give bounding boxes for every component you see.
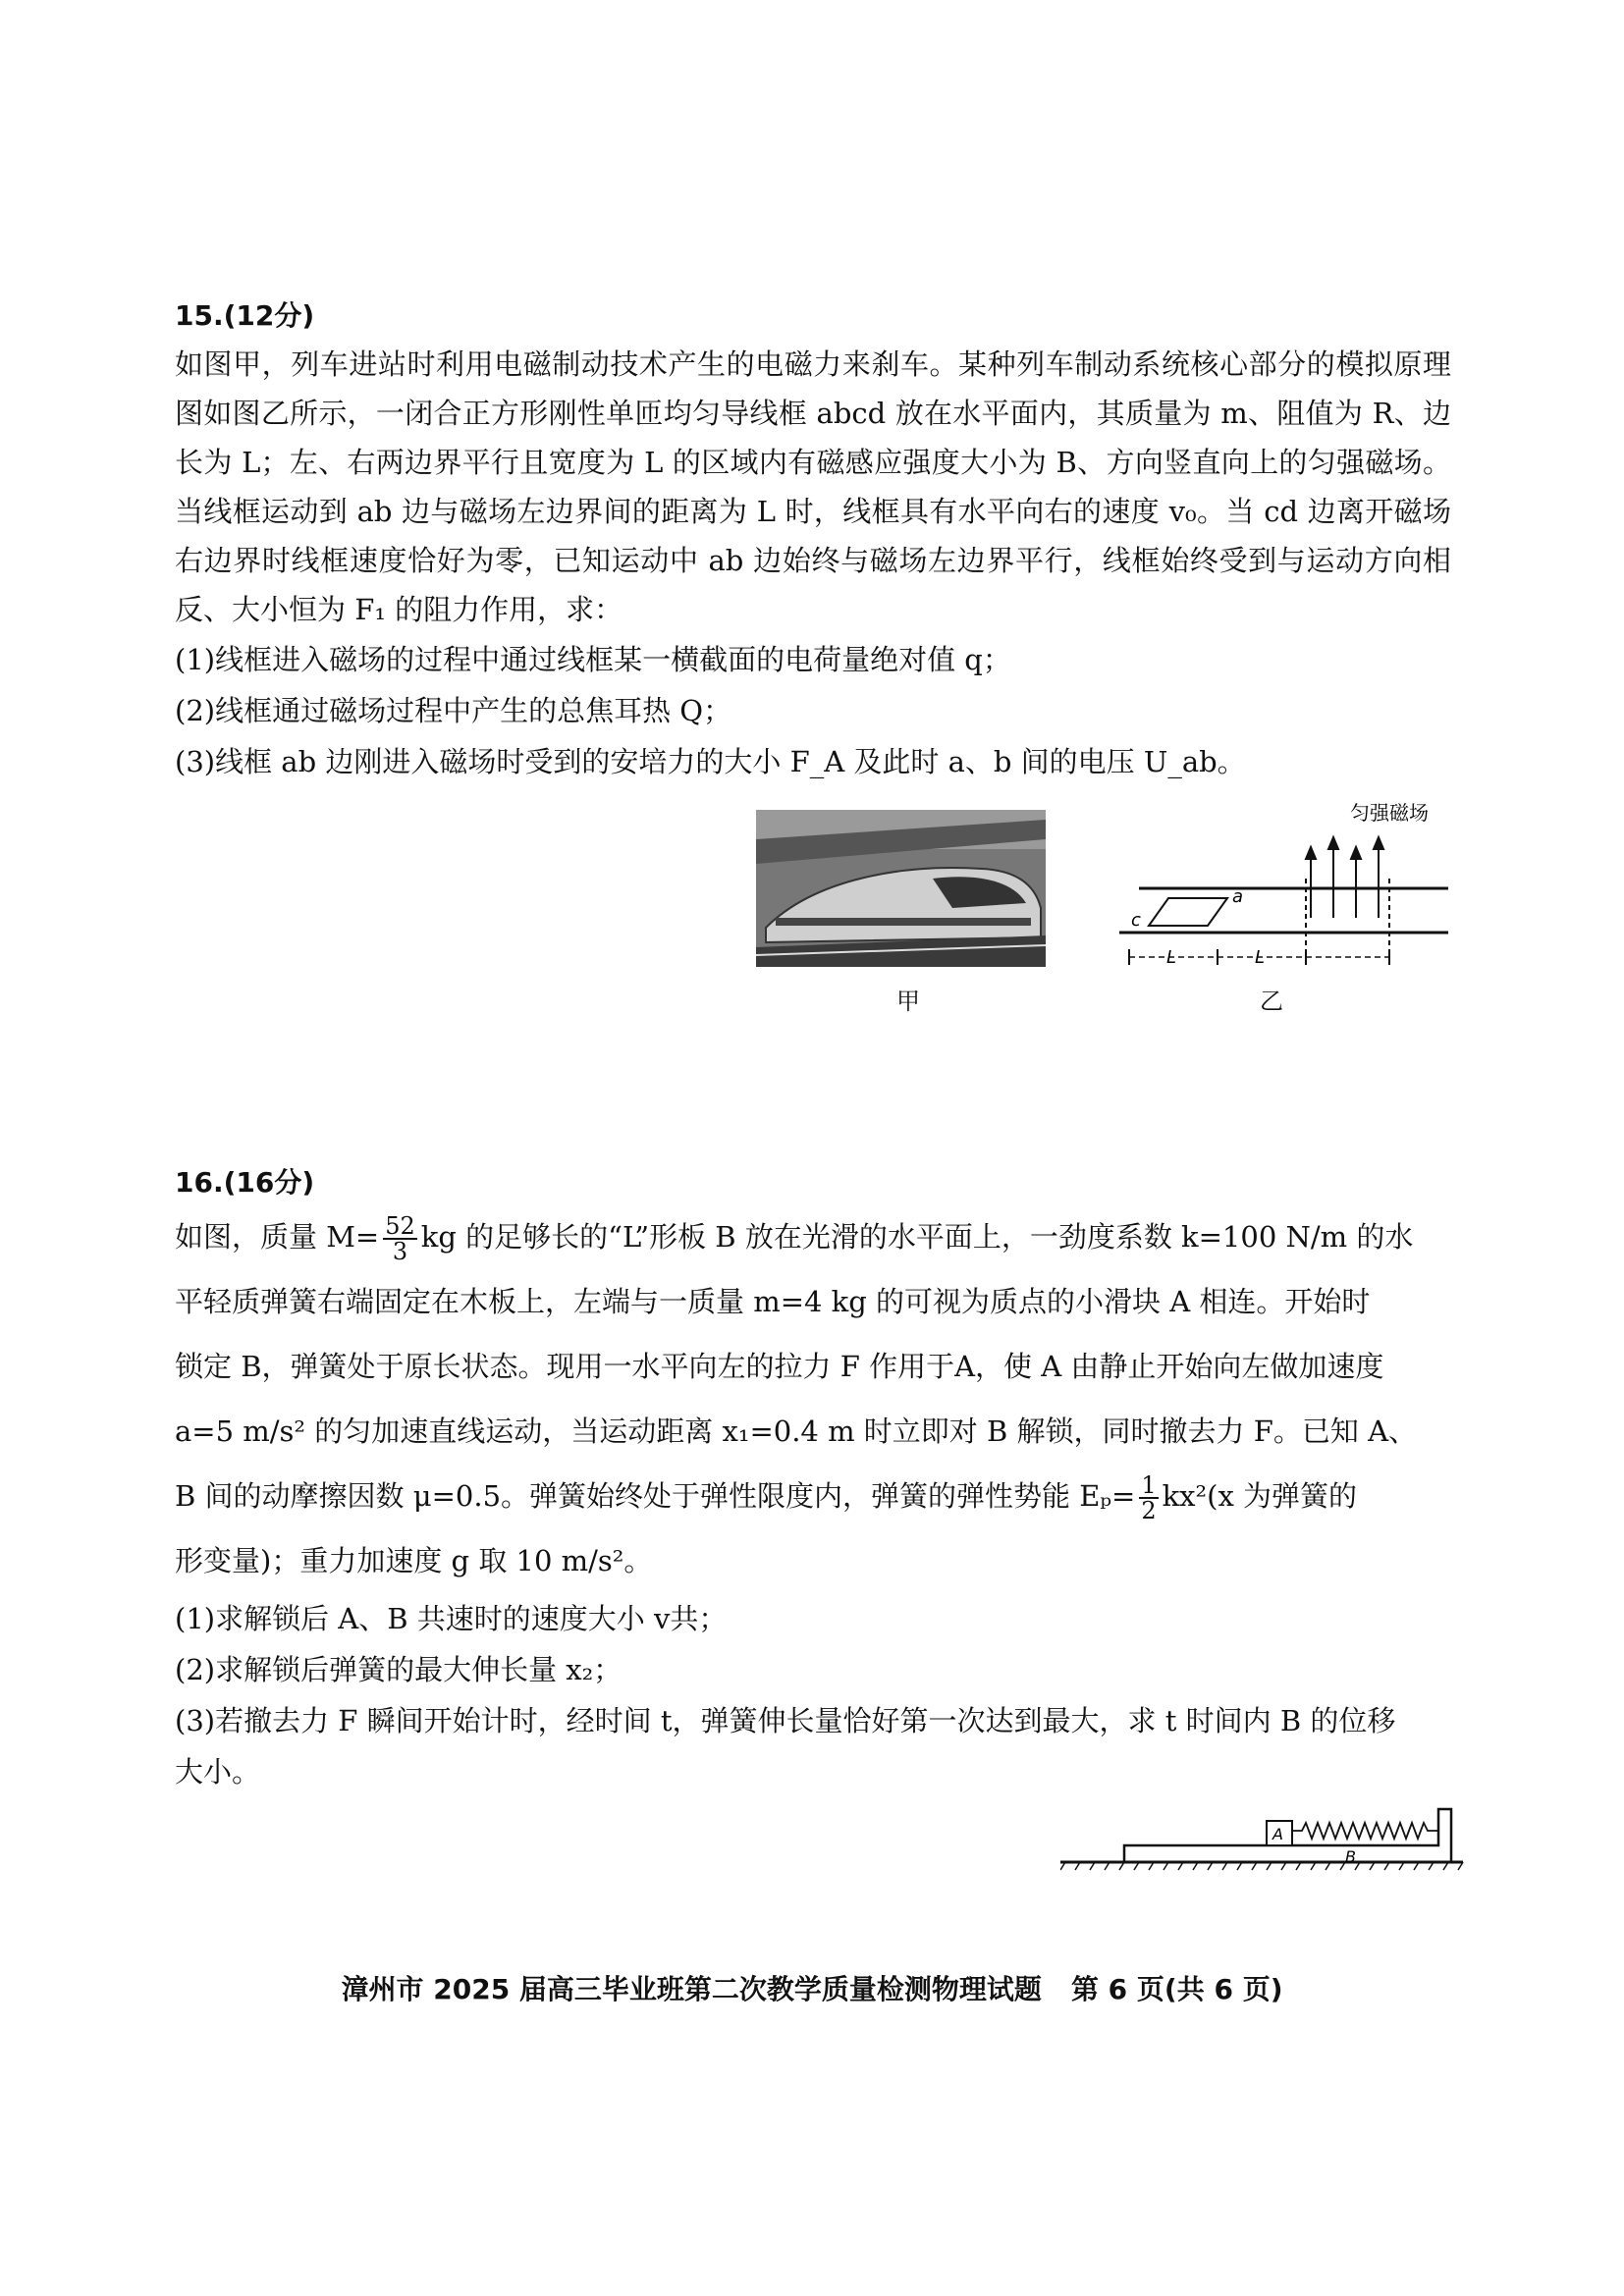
question-16-sub3b: 大小。 <box>175 1755 261 1789</box>
field-arrow-1-head <box>1306 847 1316 859</box>
footer-exam-title: 漳州市 2025 届高三毕业班第二次教学质量检测物理试题 <box>341 1973 1042 2005</box>
field-arrow-3-head <box>1351 847 1361 859</box>
board-label-b: B <box>1345 1847 1356 1866</box>
dimension-label-2: L <box>1255 947 1266 968</box>
question-15-intro: 如图甲，列车进站时利用电磁制动技术产生的电磁力来刹车。某种列车制动系统核心部分的模拟原理图如图乙所示，一闭合正方形刚性单匝均匀导线框 abcd 放在水平面内，其质量为 m、阻值为 R、边长为 L；左、右两边界平行且宽度为 L 的区域内有磁感应强度大小为 B、方向竖直向上的匀强磁场。当线框运动到 ab 边与磁场左边界间的距离为 L 时，线框具有水平向右的速度 v₀。当 cd 边离开磁场右边界时线框速度恰好为零，已知运动中 ab 边始终与磁场左边界平行，线框始终受到与运动方向相反、大小恒为 F₁ 的阻力作用，求： <box>175 347 1451 626</box>
mass-numerator: 52 <box>385 1212 415 1240</box>
train-photo-figure <box>756 810 1046 967</box>
question-16-line-2: 平轻质弹簧右端固定在木板上，左端与一质量 m=4 kg 的可视为质点的小滑块 A 相连。开始时 <box>175 1285 1371 1318</box>
spring <box>1292 1823 1438 1839</box>
question-16-line-1 <box>175 1204 1451 1269</box>
field-arrow-4-head <box>1374 837 1383 849</box>
question-16-sub2: (2)求解锁后弹簧的最大伸长量 x₂； <box>175 1653 623 1686</box>
question-16-line-6: 形变量)；重力加速度 g 取 10 m/s²。 <box>175 1544 653 1577</box>
half-numerator: 1 <box>1141 1471 1157 1499</box>
figure-jia-label: 甲 <box>896 988 920 1015</box>
dimension-label-1: L <box>1166 947 1177 968</box>
field-arrows <box>1306 837 1383 918</box>
coil-corner-c: c <box>1131 910 1141 931</box>
question-16-sub3a: (3)若撤去力 F 瞬间开始计时，经时间 t，弹簧伸长量恰好第一次达到最大，求 t 时间内 B 的位移 <box>175 1704 1396 1737</box>
question-15-sub2: (2)线框通过磁场过程中产生的总焦耳热 Q； <box>175 694 732 727</box>
question-16-sub1: (1)求解锁后 A、B 共速时的速度大小 v共； <box>175 1602 728 1635</box>
mass-denominator: 3 <box>392 1238 408 1265</box>
half-fraction <box>1139 1473 1158 1522</box>
question-16-line-1a: 如图，质量 M= <box>175 1220 380 1254</box>
field-label: 匀强磁场 <box>1350 801 1429 825</box>
question-15-sub1: (1)线框进入磁场的过程中通过线框某一横截面的电荷量绝对值 q； <box>175 643 1011 676</box>
block-label-a: A <box>1272 1825 1283 1843</box>
question-16-line-3: 锁定 B，弹簧处于原长状态。现用一水平向左的拉力 F 作用于A，使 A 由静止开始向左做加速度 <box>175 1350 1384 1383</box>
mass-fraction <box>383 1214 417 1263</box>
board-spring-diagram <box>1060 1801 1473 1880</box>
coil-frame <box>1149 898 1227 926</box>
question-16-line-5a: B 间的动摩擦因数 μ=0.5。弹簧始终处于弹性限度内，弹簧的弹性势能 Eₚ= <box>175 1479 1136 1513</box>
question-16-line-5 <box>175 1464 1451 1528</box>
coil-corner-a: a <box>1232 886 1244 907</box>
question-15-sub3: (3)线框 ab 边刚进入磁场时受到的安培力的大小 F_A 及此时 a、b 间的电压 U_ab。 <box>175 745 1246 778</box>
train-stripe <box>776 918 1031 926</box>
question-15 <box>175 294 1451 787</box>
footer-page-number: 第 6 页(共 6 页) <box>1070 1973 1283 2005</box>
page-footer <box>0 1968 1624 2007</box>
question-16-line-1b: kg 的足够长的“L”形板 B 放在光滑的水平面上，一劲度系数 k=100 N/m 的水 <box>420 1220 1414 1254</box>
question-16-line-5b: kx²(x 为弹簧的 <box>1162 1479 1358 1513</box>
question-16-line-4: a=5 m/s² 的匀加速直线运动，当运动距离 x₁=0.4 m 时立即对 B 解锁，同时撤去力 F。已知 A、 <box>175 1415 1418 1448</box>
figure-yi-label: 乙 <box>1260 988 1283 1015</box>
field-arrow-2-head <box>1328 837 1338 849</box>
half-denominator: 2 <box>1141 1497 1157 1524</box>
question-16-header: 16.(16分) <box>175 1166 315 1199</box>
coil-field-diagram <box>1110 800 1463 987</box>
question-16 <box>175 1161 1451 1797</box>
question-15-header: 15.(12分) <box>175 299 315 332</box>
